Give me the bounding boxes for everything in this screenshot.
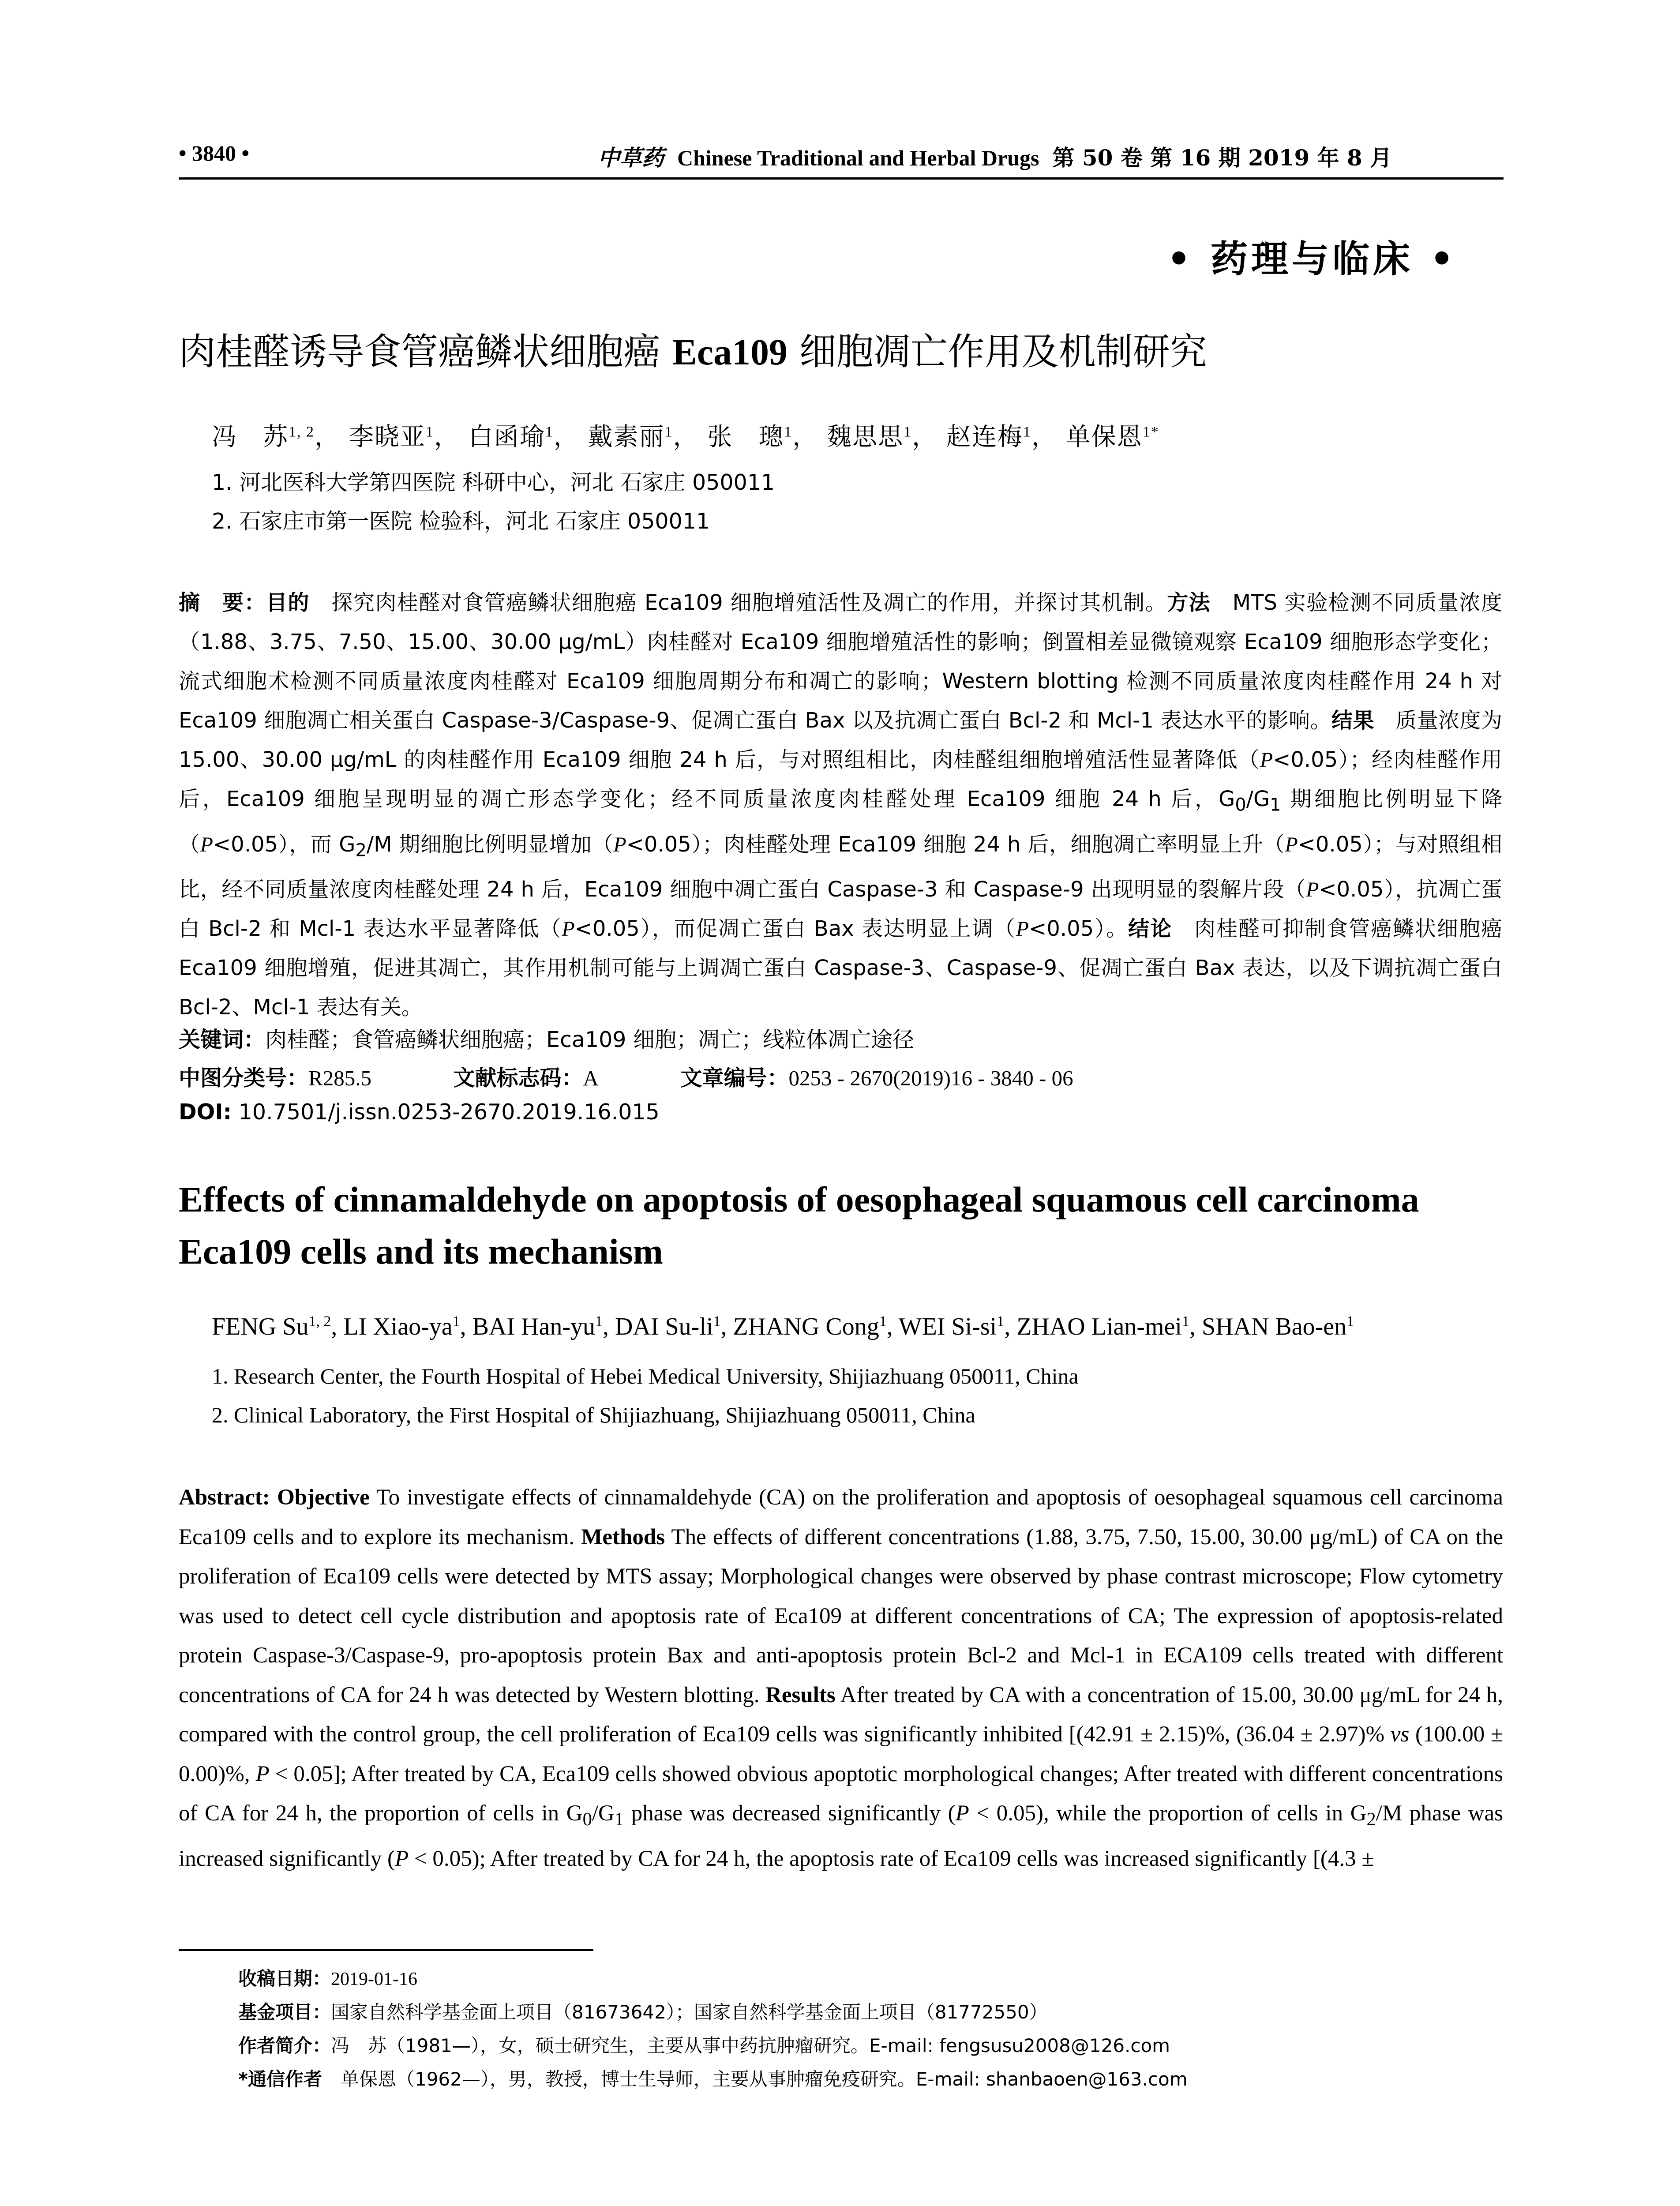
results-text: /G — [1246, 787, 1270, 811]
vs-symbol: vs — [1390, 1722, 1410, 1747]
p-symbol: P — [562, 917, 575, 941]
results-text: <0.05），而促凋亡蛋白 Bax 表达明显上调（ — [574, 916, 1016, 942]
results-text: 质量浓度为 15.00、30.00 μg/mL 的肉桂醛作用 Eca109 细胞 24 h 后，与对照组相比，肉桂醛组细胞增殖活性显著降低（ — [179, 708, 1502, 772]
keywords-value: 肉桂醛；食管癌鳞状细胞癌；Eca109 细胞；凋亡；线粒体凋亡途径 — [265, 1027, 915, 1052]
page-number: • 3840 • — [179, 141, 250, 165]
author-name: BAI Han-yu — [472, 1313, 595, 1340]
abstract-cn-label: 摘 要： — [179, 590, 266, 615]
subscript: 1 — [614, 1809, 624, 1830]
author-affil-sup: 1 — [545, 424, 554, 440]
methods-text: The effects of different concentrations (1.88, 3.75, 7.50, 15.00, 30.00 μg/mL) of CA on the proliferation of Eca109 cells were detected by MTS assay; Morphological changes were observed by phase contrast microscope; Flow cytometry was used to detect cell cycle distribution and apoptosis rate of Eca109 at different concentrations of CA; The expression of apoptosis-related protein Caspase-3/Caspase-9, pro-apoptosis protein Bax and anti-apoptosis protein Bcl-2 and Mcl-1 in ECA109 cells treated with different concentrations of CA for 24 h was detected by Western blotting. — [179, 1524, 1503, 1707]
author-affil-sup: 1 — [1346, 1313, 1354, 1330]
author-name: LI Xiao-ya — [343, 1313, 453, 1340]
p-symbol: P — [955, 1801, 969, 1826]
results-text: < 0.05]; After treated by CA, Eca109 cells showed obvious apoptotic morphological changes; After treated with different concentrations of CA for 24 h, the proportion of cells in G — [179, 1761, 1503, 1826]
author-sep: ， — [315, 423, 340, 451]
results-text: <0.05）；经肉桂醛作用后，Eca109 细胞呈现明显的凋亡形态学变化；经不同质量浓度肉桂醛处理 Eca109 细胞 24 h 后，G — [179, 747, 1502, 811]
conclusion-label: 结论 — [1128, 916, 1173, 942]
author-sep: , — [460, 1313, 472, 1340]
affiliation-cn-1: 1. 河北医科大学第四医院 科研中心，河北 石家庄 050011 — [212, 470, 775, 495]
clc-value: R285.5 — [308, 1066, 371, 1090]
article-number-label: 文章编号： — [680, 1065, 789, 1091]
subscript: 0 — [1235, 795, 1246, 815]
results-text: <0.05）。 — [1029, 916, 1129, 942]
author-name: 单保恩 — [1065, 423, 1143, 451]
author-sep: , — [720, 1313, 733, 1340]
results-text: <0.05），抗凋亡蛋白 Bcl-2 和 Mcl-1 表达水平显著降低（ — [179, 877, 1502, 942]
author-name: 张 璁 — [707, 423, 784, 451]
author-name: 戴素丽 — [588, 423, 665, 451]
results-text: /M phase was increased significantly ( — [179, 1801, 1503, 1871]
doi-line — [179, 1099, 660, 1125]
author-name: ZHAO Lian-mei — [1016, 1313, 1182, 1340]
title-cn-part1: 肉桂醛诱导食管癌鳞状细胞癌 — [179, 330, 672, 373]
p-symbol: P — [394, 1846, 409, 1871]
author-affil-sup: 1 — [664, 424, 673, 440]
p-symbol: P — [1016, 917, 1029, 941]
author-sep: ， — [434, 423, 460, 451]
article-number-value: 0253 - 2670(2019)16 - 3840 - 06 — [788, 1066, 1073, 1090]
authors-en — [212, 1313, 1354, 1341]
doi-label: DOI: — [179, 1099, 232, 1125]
p-symbol: P — [1285, 833, 1298, 856]
abstract-en-label: Abstract: — [179, 1485, 278, 1510]
author-sep: ， — [553, 423, 579, 451]
author-sep: ， — [912, 423, 938, 451]
author-sep: , — [331, 1313, 344, 1340]
author-name: SHAN Bao-en — [1201, 1313, 1347, 1340]
author-affil-sup: 1 — [784, 424, 793, 440]
doi-value[interactable]: 10.7501/j.issn.0253-2670.2019.16.015 — [232, 1099, 660, 1125]
results-text: /M 期细胞比例明显增加（ — [366, 832, 614, 857]
objective-text: 探究肉桂醛对食管癌鳞状细胞癌 Eca109 细胞增殖活性及凋亡的作用，并探讨其机制。 — [309, 590, 1167, 615]
author-sep: ， — [1031, 423, 1057, 451]
results-label: Results — [765, 1682, 836, 1707]
doc-code-label: 文献标志码： — [453, 1065, 583, 1091]
conclusion-text: 肉桂醛可抑制食管癌鳞状细胞癌 Eca109 细胞增殖，促进其凋亡，其作用机制可能与上调凋亡蛋白 Caspase-3、Caspase-9、促凋亡蛋白 Bax 表达，以及下调抗凋亡蛋白 Bcl-2、Mcl-1 表达有关。 — [179, 916, 1502, 1020]
results-text: <0.05），而 G — [213, 832, 356, 857]
results-text: <0.05）；与对照组相比，经不同质量浓度肉桂醛处理 24 h 后，Eca109 细胞中凋亡蛋白 Caspase-3 和 Caspase-9 出现明显的裂解片段（ — [179, 832, 1502, 902]
author-affil-sup: 1 — [595, 1313, 603, 1330]
methods-label: Methods — [581, 1524, 665, 1549]
footnote-value: 冯 苏（1981—），女，硕士研究生，主要从事中药抗肿瘤研究。E-mail: fengsusu2008@126.com — [331, 2035, 1170, 2056]
keywords-cn — [179, 1023, 914, 1054]
author-affil-sup: 1 — [904, 424, 912, 440]
footnote-funding — [238, 1998, 1048, 2024]
author-affil-sup: 1 — [1181, 1313, 1189, 1330]
title-en: Effects of cinnamaldehyde on apoptosis of oesophageal squamous cell carcinoma Eca109 cells and its mechanism — [179, 1179, 1419, 1272]
volume-info: 第 50 卷 第 16 期 2019 年 8 月 — [1052, 145, 1392, 171]
author-sep: ， — [792, 423, 818, 451]
methods-text: MTS 实验检测不同质量浓度（1.88、3.75、7.50、15.00、30.00 μg/mL）肉桂醛对 Eca109 细胞增殖活性的影响；倒置相差显微镜观察 Eca109 细胞形态学变化；流式细胞术检测不同质量浓度肉桂醛对 Eca109 细胞周期分布和凋亡的影响；Western blotting 检测不同质量浓度肉桂醛作用 24 h 对 Eca109 细胞凋亡相关蛋白 Caspase-3/Caspase-9、促凋亡蛋白 Bax 以及抗凋亡蛋白 Bcl-2 和 Mcl-1 表达水平的影响。 — [179, 590, 1502, 733]
objective-label: Objective — [277, 1485, 370, 1510]
footnote-rule — [179, 1949, 593, 1951]
p-symbol: P — [613, 833, 626, 856]
title-cn-cell: Eca109 — [672, 332, 788, 373]
author-name: FENG Su — [212, 1313, 309, 1340]
footnote-value: 单保恩（1962—），男，教授，博士生导师，主要从事肿瘤免疫研究。E-mail: shanbaoen@163.com — [322, 2068, 1188, 2090]
results-text: After treated by CA with a concentration of 15.00, 30.00 μg/mL for 24 h, compared with the control group, the cell proliferation of Eca109 cells was significantly inhibited [(42.91 ± 2.15)%, (36.04 ± 2.97)% — [179, 1682, 1503, 1747]
classification-line — [179, 1061, 1073, 1092]
author-affil-sup: 1* — [1142, 424, 1159, 440]
subscript: 2 — [1366, 1809, 1376, 1830]
subscript: 2 — [355, 840, 367, 861]
results-text: 期细胞比例明显下降（ — [179, 787, 1502, 857]
author-affil-sup: 1, 2 — [289, 424, 315, 440]
affiliation-en-1: 1. Research Center, the Fourth Hospital of Hebei Medical University, Shijiazhuang 050011, China — [212, 1364, 1079, 1388]
running-header — [179, 140, 1504, 171]
header-rule — [179, 177, 1504, 180]
results-text: < 0.05); After treated by CA for 24 h, the apoptosis rate of Eca109 cells was increased significantly [(4.3 ± — [409, 1846, 1374, 1871]
affiliation-en-2: 2. Clinical Laboratory, the First Hospital of Shijiazhuang, Shijiazhuang 050011, China — [212, 1403, 975, 1427]
journal-name — [598, 140, 1392, 172]
footnote-corresponding — [238, 2065, 1188, 2091]
results-text: (100.00 ± 0.00)%, — [179, 1722, 1503, 1786]
author-name: 冯 苏 — [212, 423, 289, 451]
author-affil-sup: 1 — [1023, 424, 1031, 440]
objective-label: 目的 — [266, 590, 310, 615]
p-symbol: P — [255, 1761, 270, 1786]
results-text: phase was decreased significantly ( — [624, 1801, 956, 1826]
p-symbol: P — [200, 833, 213, 856]
clc-label: 中图分类号： — [179, 1065, 309, 1091]
footnote-label: *通信作者 — [238, 2068, 322, 2090]
author-name: 白函瑜 — [468, 423, 545, 451]
methods-label: 方法 — [1167, 590, 1211, 615]
author-name: 李晓亚 — [349, 423, 426, 451]
footnote-label: 收稿日期： — [238, 1968, 331, 1989]
doc-code-value: A — [583, 1066, 599, 1090]
title-cn-part2: 细胞凋亡作用及机制研究 — [788, 330, 1207, 373]
author-affil-sup: 1 — [879, 1313, 887, 1330]
author-sep: , — [1004, 1313, 1017, 1340]
journal-name-cn: 中草药 — [598, 145, 664, 171]
author-name: WEI Si-si — [898, 1313, 997, 1340]
author-name: 赵连梅 — [946, 423, 1023, 451]
footnote-value: 2019-01-16 — [331, 1969, 417, 1989]
footnote-received — [238, 1964, 417, 1991]
p-symbol: P — [1260, 748, 1273, 772]
footnote-value: 国家自然科学基金面上项目（81673642）；国家自然科学基金面上项目（81772550） — [331, 2001, 1048, 2023]
section-label: • 药理与临床 • — [1167, 237, 1457, 281]
footnote-author-bio — [238, 2031, 1170, 2058]
author-affil-sup: 1 — [713, 1313, 721, 1330]
results-text: <0.05）；肉桂醛处理 Eca109 细胞 24 h 后，细胞凋亡率明显上升（ — [626, 832, 1285, 857]
author-affil-sup: 1 — [425, 424, 434, 440]
keywords-label: 关键词： — [179, 1027, 266, 1052]
results-text: /G — [592, 1801, 615, 1826]
subscript: 1 — [1270, 795, 1281, 815]
objective-text: To investigate effects of cinnamaldehyde (CA) on the proliferation and apoptosis of oesophageal squamous cell carcinoma Eca109 cells and to explore its mechanism. — [179, 1485, 1503, 1549]
subscript: 0 — [582, 1809, 592, 1830]
affiliation-cn-2: 2. 石家庄市第一医院 检验科，河北 石家庄 050011 — [212, 509, 710, 534]
author-sep: , — [603, 1313, 615, 1340]
author-name: DAI Su-li — [615, 1313, 713, 1340]
abstract-en — [179, 1478, 1503, 1879]
abstract-cn — [179, 583, 1502, 1027]
author-name: 魏思思 — [827, 423, 904, 451]
author-sep: , — [886, 1313, 899, 1340]
journal-name-en: Chinese Traditional and Herbal Drugs — [677, 146, 1039, 170]
results-label: 结果 — [1331, 708, 1374, 733]
author-name: ZHANG Cong — [733, 1313, 879, 1340]
p-symbol: P — [1306, 878, 1319, 902]
author-sep: , — [1189, 1313, 1202, 1340]
footnote-label: 作者简介： — [238, 2035, 331, 2056]
author-affil-sup: 1, 2 — [308, 1313, 331, 1330]
author-affil-sup: 1 — [452, 1313, 460, 1330]
footnote-label: 基金项目： — [238, 2001, 331, 2023]
results-text: < 0.05), while the proportion of cells in G — [969, 1801, 1367, 1826]
authors-cn — [212, 417, 1159, 453]
title-cn — [179, 322, 1207, 375]
author-sep: ， — [673, 423, 699, 451]
author-affil-sup: 1 — [997, 1313, 1005, 1330]
